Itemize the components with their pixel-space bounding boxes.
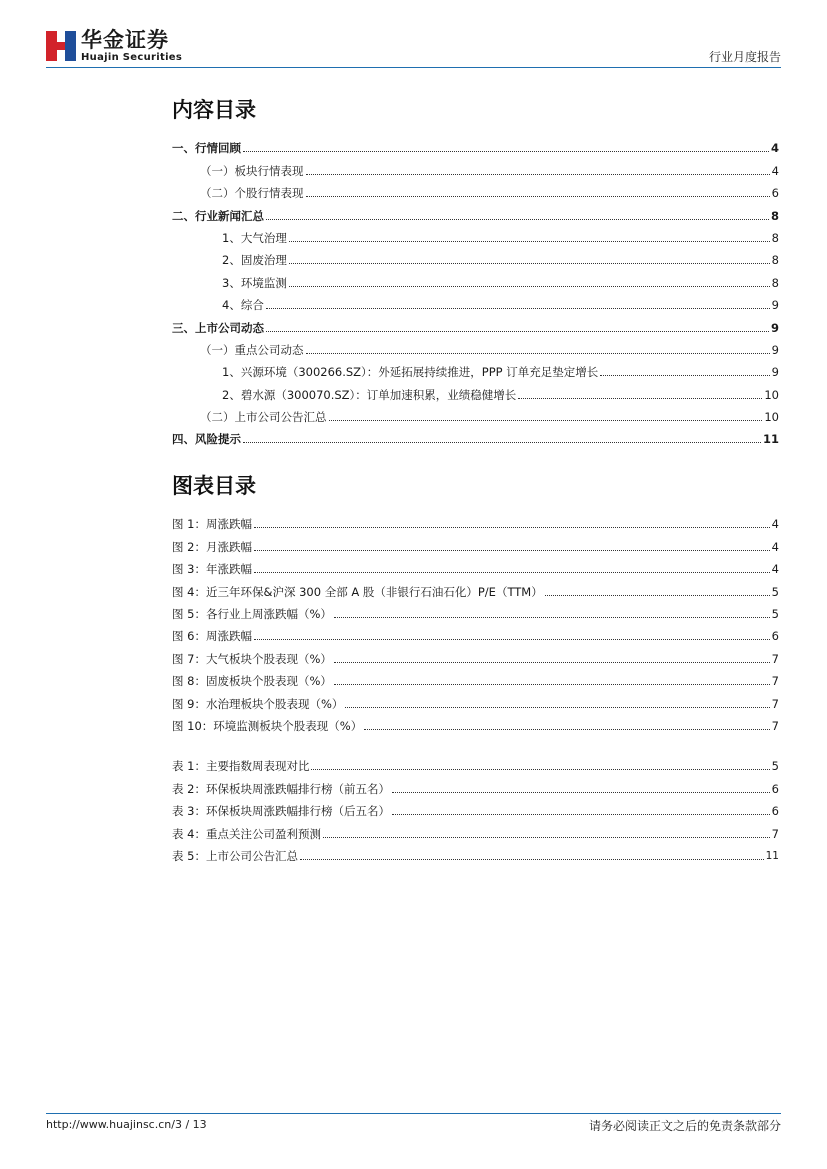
toc-entry-page: 7 (771, 651, 779, 666)
toc-entry-page: 9 (771, 365, 779, 380)
toc-entry-label: 图 1：周涨跌幅 (172, 517, 252, 532)
footer-divider (46, 1113, 781, 1114)
toc-entry-page: 6 (771, 629, 779, 644)
toc-entry[interactable] (172, 509, 779, 531)
toc-entry-page: 6 (771, 186, 779, 201)
toc-entry-page: 9 (770, 320, 779, 335)
toc-entry-label: 1、大气治理 (222, 230, 287, 245)
toc-entry-page: 6 (771, 804, 779, 819)
toc-leader-dots (345, 707, 769, 708)
toc-entry[interactable] (172, 312, 779, 334)
toc-entry-page: 7 (771, 826, 779, 841)
toc-leader-dots (392, 792, 770, 793)
toc-entry[interactable] (172, 223, 779, 245)
toc-entry[interactable] (172, 688, 779, 710)
toc-entry[interactable] (172, 267, 779, 289)
toc-entry[interactable] (172, 200, 779, 222)
toc-entry-page: 10 (764, 410, 779, 425)
toc-entry[interactable] (172, 818, 779, 840)
contents-title: 内容目录 (172, 98, 256, 122)
toc-entry-page: 8 (771, 275, 779, 290)
toc-leader-dots (545, 595, 770, 596)
figures-title: 图表目录 (172, 474, 256, 498)
toc-entry[interactable] (172, 424, 779, 446)
toc-entry-label: 表 4：重点关注公司盈利预测 (172, 826, 321, 841)
toc-leader-dots (311, 769, 769, 770)
toc-leader-dots (306, 174, 770, 175)
toc-entry-label: 表 2：环保板块周涨跌幅排行榜（前五名） (172, 781, 390, 796)
toc-entry-label: 1、兴源环境（300266.SZ）：外延拓展持续推进，PPP 订单充足垫定增长 (222, 365, 599, 380)
toc-entry-label: 三、上市公司动态 (172, 320, 264, 335)
toc-entry[interactable] (172, 554, 779, 576)
toc-entry-page: 4 (771, 163, 779, 178)
toc-entry-page: 9 (771, 298, 779, 313)
toc-entry[interactable] (172, 599, 779, 621)
toc-entry[interactable] (172, 576, 779, 598)
toc-entry-label: （一）板块行情表现 (200, 163, 304, 178)
toc-leader-dots (266, 331, 769, 332)
toc-entry-label: 四、风险提示 (172, 432, 241, 447)
toc-leader-dots (364, 729, 769, 730)
toc-entry[interactable] (172, 290, 779, 312)
huajin-logo-icon (46, 31, 76, 61)
toc-entry-label: 图 5：各行业上周涨跌幅（%） (172, 606, 332, 621)
toc-entry[interactable] (172, 178, 779, 200)
toc-entry-label: 图 8：固废板块个股表现（%） (172, 674, 332, 689)
logo-english-name: Huajin Securities (81, 52, 183, 63)
toc-entry[interactable] (172, 773, 779, 795)
footer-disclaimer: 请务必阅读正文之后的免责条款部分 (588, 1119, 781, 1133)
toc-entry-page: 8 (771, 230, 779, 245)
toc-entry[interactable] (172, 357, 779, 379)
toc-entry[interactable] (172, 643, 779, 665)
toc-leader-dots (254, 550, 770, 551)
toc-leader-dots (334, 684, 770, 685)
toc-leader-dots (289, 286, 770, 287)
header-divider (46, 67, 781, 68)
logo-chinese-name: 华金证券 (81, 28, 169, 52)
toc-entry[interactable] (172, 531, 779, 553)
report-type: 行业月度报告 (708, 50, 781, 64)
toc-entry[interactable] (172, 155, 779, 177)
toc-entry-page: 9 (771, 342, 779, 357)
toc-entry-page: 7 (771, 674, 779, 689)
toc-leader-dots (254, 572, 770, 573)
toc-entry[interactable] (172, 379, 779, 401)
toc-entry-label: 2、固废治理 (222, 253, 287, 268)
toc-entry-label: 图 4：近三年环保&沪深 300 全部 A 股（非银行石油石化）P/E（TTM） (172, 584, 543, 599)
toc-entry-page: 7 (771, 718, 779, 733)
toc-leader-dots (329, 420, 763, 421)
toc-entry-page: 7 (771, 696, 779, 711)
toc-entry[interactable] (172, 621, 779, 643)
toc-entry[interactable] (172, 796, 779, 818)
toc-leader-dots (289, 241, 770, 242)
toc-entry-label: （二）上市公司公告汇总 (200, 410, 327, 425)
toc-entry[interactable] (172, 751, 779, 773)
toc-entry-label: 图 6：周涨跌幅 (172, 629, 252, 644)
toc-leader-dots (323, 837, 770, 838)
toc-entry-label: 二、行业新闻汇总 (172, 208, 264, 223)
toc-entry-page: 8 (770, 208, 779, 223)
toc-entry-page: 5 (771, 759, 779, 774)
toc-entry-label: 表 5：上市公司公告汇总 (172, 848, 298, 863)
page-header (46, 28, 781, 68)
toc-entry-page: 8 (771, 253, 779, 268)
toc-entry-label: 2、碧水源（300070.SZ）：订单加速积累，业绩稳健增长 (222, 387, 517, 402)
toc-leader-dots (334, 617, 770, 618)
toc-entry[interactable] (172, 245, 779, 267)
toc-entry[interactable] (172, 841, 779, 863)
toc-leader-dots (266, 219, 769, 220)
toc-entry-page: 4 (770, 141, 779, 156)
toc-leader-dots (254, 639, 770, 640)
toc-entry-page: 6 (771, 781, 779, 796)
toc-leader-dots (243, 151, 769, 152)
toc-leader-dots (254, 527, 770, 528)
toc-leader-dots (243, 442, 761, 443)
toc-entry-label: 4、综合 (222, 298, 264, 313)
toc-entry-label: 图 2：月涨跌幅 (172, 539, 252, 554)
toc-entry[interactable] (172, 711, 779, 733)
toc-entry-label: 图 7：大气板块个股表现（%） (172, 651, 332, 666)
contents-toc (172, 133, 779, 446)
toc-entry-label: 一、行情回顾 (172, 141, 241, 156)
toc-entry-page: 5 (771, 606, 779, 621)
toc-leader-dots (600, 375, 769, 376)
toc-entry-page: 5 (771, 584, 779, 599)
tables-toc (172, 751, 779, 863)
toc-leader-dots (306, 196, 770, 197)
toc-entry-label: （二）个股行情表现 (200, 186, 304, 201)
toc-entry-label: 图 3：年涨跌幅 (172, 562, 252, 577)
toc-entry-label: 表 1：主要指数周表现对比 (172, 759, 310, 774)
toc-leader-dots (289, 263, 770, 264)
toc-leader-dots (392, 814, 770, 815)
toc-entry-label: （一）重点公司动态 (200, 342, 304, 357)
toc-entry-page: 10 (764, 387, 779, 402)
toc-entry-label: 图 9：水治理板块个股表现（%） (172, 696, 344, 711)
toc-entry-page: 4 (771, 562, 779, 577)
figures-toc (172, 509, 779, 733)
toc-entry-page: 4 (771, 517, 779, 532)
toc-leader-dots (334, 662, 770, 663)
toc-entry[interactable] (172, 402, 779, 424)
toc-entry-page: 11 (762, 432, 779, 447)
toc-leader-dots (266, 308, 770, 309)
toc-entry-page: 11 (765, 849, 779, 862)
toc-entry[interactable] (172, 133, 779, 155)
toc-leader-dots (300, 859, 764, 860)
toc-entry-label: 3、环境监测 (222, 275, 287, 290)
toc-leader-dots (518, 398, 762, 399)
toc-entry-label: 表 3：环保板块周涨跌幅排行榜（后五名） (172, 804, 390, 819)
toc-entry[interactable] (172, 335, 779, 357)
toc-entry-label: 图 10：环境监测板块个股表现（%） (172, 718, 363, 733)
toc-leader-dots (306, 353, 770, 354)
toc-entry-page: 4 (771, 539, 779, 554)
footer-url-page[interactable]: http://www.huajinsc.cn/3 / 13 (46, 1118, 207, 1131)
toc-entry[interactable] (172, 666, 779, 688)
